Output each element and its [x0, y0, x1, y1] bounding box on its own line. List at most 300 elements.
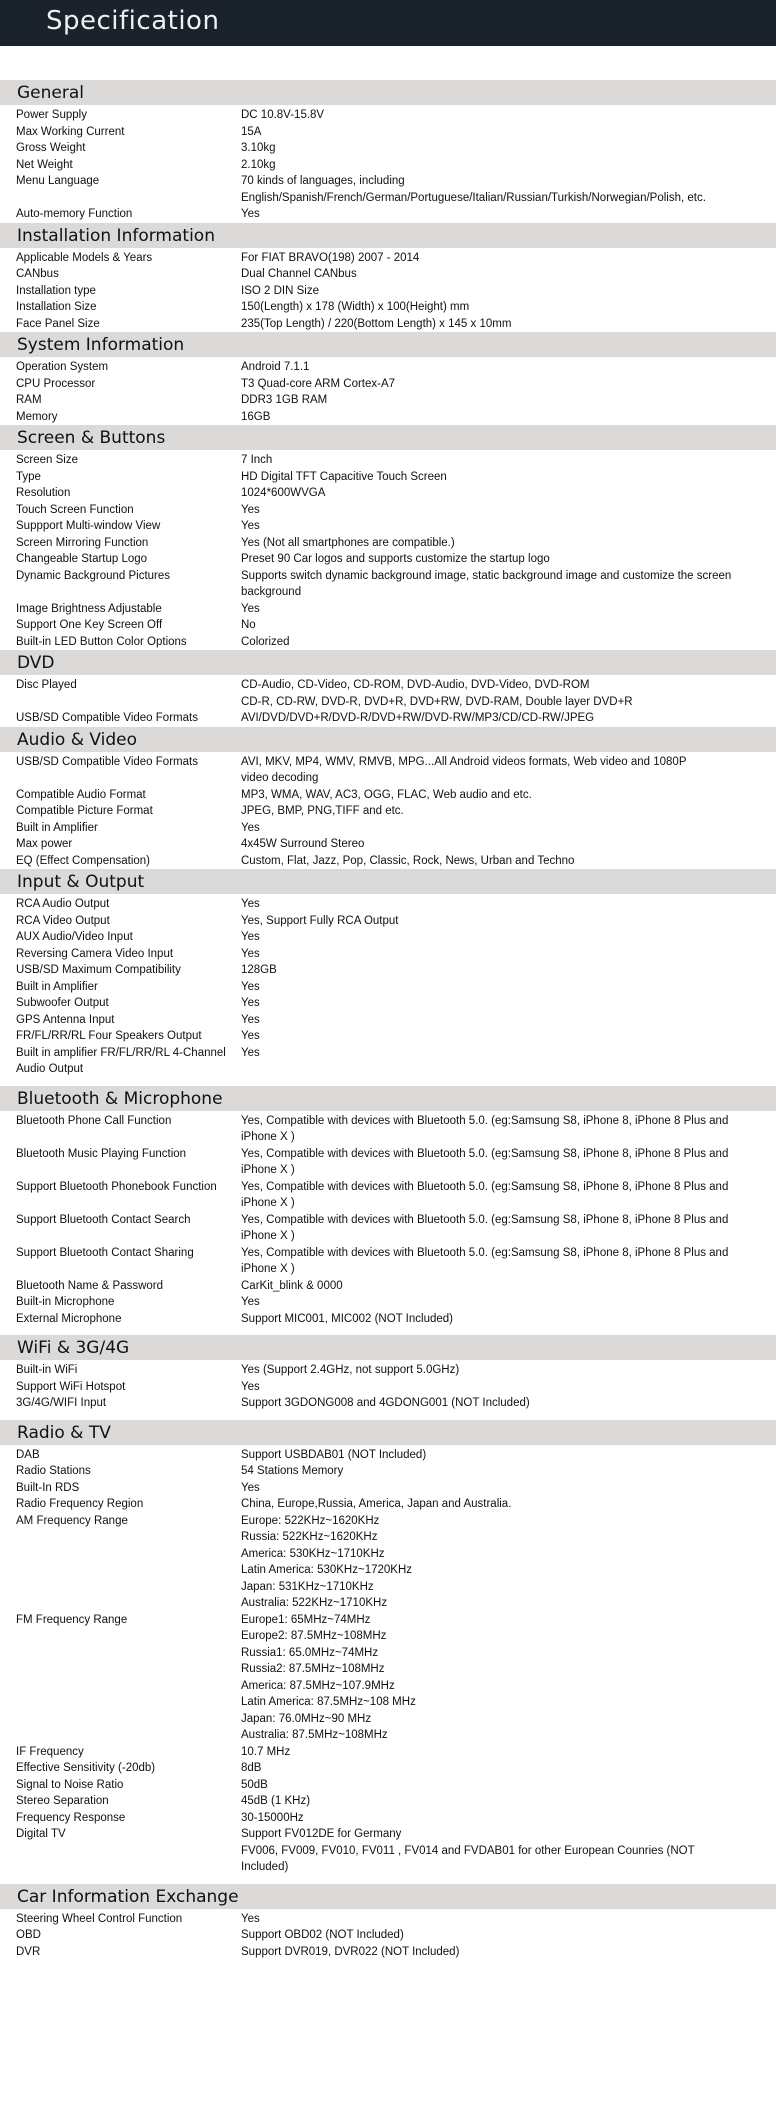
spec-value-line: Australia: 522KHz~1710KHz — [241, 1597, 388, 1609]
spec-row — [0, 1362, 776, 1379]
spec-label: Power Supply — [16, 109, 87, 121]
spec-section — [0, 80, 776, 223]
spec-value — [241, 754, 746, 787]
spec-label: 3G/4G/WIFI Input — [16, 1397, 107, 1409]
spec-value-line: Russia1: 65.0MHz~74MHz — [241, 1646, 379, 1659]
spec-value-line: CarKit_blink & 0000 — [241, 1279, 343, 1292]
spec-value — [241, 1113, 746, 1146]
spec-value — [241, 601, 746, 618]
spec-label: Installation type — [16, 284, 96, 297]
spec-row — [0, 206, 776, 223]
spec-value — [241, 1760, 746, 1777]
spec-row — [0, 1278, 776, 1295]
spec-value — [241, 853, 746, 870]
spec-label: Built-in WiFi — [16, 1364, 78, 1376]
spec-value-line: Support USBDAB01 (NOT Included) — [241, 1448, 427, 1461]
spec-value-line: Yes (Support 2.4GHz, not support 5.0GHz) — [241, 1364, 460, 1376]
spec-row — [0, 316, 776, 333]
section-title: Input & Output — [0, 869, 776, 894]
spec-row — [0, 677, 776, 710]
spec-value-line: Yes — [241, 1296, 260, 1308]
spec-value — [241, 1379, 746, 1396]
section-title: Car Information Exchange — [0, 1884, 776, 1909]
spec-value-line: 235(Top Length) / 220(Bottom Length) x 145 x 10mm — [241, 317, 512, 330]
spec-row — [0, 1777, 776, 1794]
spec-value — [241, 173, 746, 206]
spec-value-line: 2.10kg — [241, 158, 276, 171]
spec-value-line: Yes — [241, 602, 260, 615]
spec-value-line: Support OBD02 (NOT Included) — [241, 1929, 404, 1941]
spec-label: EQ (Effect Compensation) — [16, 854, 151, 867]
spec-row — [0, 359, 776, 376]
section-spacer — [0, 1876, 776, 1884]
spec-label: Signal to Noise Ratio — [16, 1778, 124, 1791]
spec-value-line: Custom, Flat, Jazz, Pop, Classic, Rock, News, Urban and Techno — [241, 854, 575, 867]
spec-label: Built in amplifier FR/FL/RR/RL 4-Channel Audio Output — [16, 1046, 226, 1075]
spec-value-line: CD-R, CD-RW, DVD-R, DVD+R, DVD+RW, DVD-RAM, Double layer DVD+R — [241, 695, 633, 708]
spec-value-line: Australia: 87.5MHz~108MHz — [241, 1729, 388, 1741]
spec-row — [0, 803, 776, 820]
spec-label: Compatible Audio Format — [16, 788, 146, 801]
spec-value-line: Yes — [241, 821, 260, 834]
spec-row — [0, 452, 776, 469]
spec-value-line: Yes — [241, 1013, 260, 1026]
spec-row — [0, 502, 776, 519]
spec-value — [241, 250, 746, 267]
spec-label: Auto-memory Function — [16, 208, 133, 220]
spec-value — [241, 1245, 746, 1278]
spec-label: Bluetooth Phone Call Function — [16, 1114, 172, 1127]
spec-label: Radio Stations — [16, 1465, 91, 1477]
spec-row — [0, 1793, 776, 1810]
spec-label: DAB — [16, 1448, 40, 1461]
spec-row — [0, 535, 776, 552]
spec-label: Net Weight — [16, 158, 73, 171]
spec-label: Type — [16, 470, 41, 483]
spec-label: RCA Video Output — [16, 914, 110, 927]
spec-row — [0, 995, 776, 1012]
spec-value — [241, 485, 746, 502]
spec-row — [0, 124, 776, 141]
spec-value-line: video decoding — [241, 772, 319, 784]
spec-row — [0, 787, 776, 804]
spec-value-line: Support DVR019, DVR022 (NOT Included) — [241, 1945, 460, 1958]
spec-value — [241, 710, 746, 727]
spec-value-line: 8dB — [241, 1762, 262, 1774]
spec-row — [0, 1944, 776, 1961]
spec-label: Touch Screen Function — [16, 503, 134, 516]
spec-value-line: T3 Quad-core ARM Cortex-A7 — [241, 377, 396, 390]
spec-row — [0, 634, 776, 651]
spec-row — [0, 836, 776, 853]
spec-label: Screen Size — [16, 454, 79, 466]
spec-row — [0, 469, 776, 486]
spec-value — [241, 1612, 746, 1744]
spec-value-line: Yes — [241, 997, 260, 1009]
spec-value — [241, 1212, 746, 1245]
spec-row — [0, 1447, 776, 1464]
spec-value-line: MP3, WMA, WAV, AC3, OGG, FLAC, Web audio and etc. — [241, 788, 532, 801]
spec-value — [241, 1744, 746, 1761]
spec-label: Support One Key Screen Off — [16, 619, 163, 631]
spec-value-line: Yes, Compatible with devices with Bluetooth 5.0. (eg:Samsung S8, iPhone 8, iPhone 8 Plus and — [241, 1147, 729, 1160]
spec-label: RAM — [16, 394, 42, 406]
spec-value — [241, 946, 746, 963]
spec-value-line: 30-15000Hz — [241, 1811, 304, 1824]
spec-value — [241, 376, 746, 393]
spec-value — [241, 1146, 746, 1179]
section-title: General — [0, 80, 776, 105]
spec-section — [0, 1335, 776, 1420]
spec-value-line: iPhone X ) — [241, 1164, 295, 1176]
section-spacer — [0, 1327, 776, 1335]
spec-row — [0, 157, 776, 174]
spec-row — [0, 1028, 776, 1045]
spec-label: Image Brightness Adjustable — [16, 602, 162, 615]
spec-value — [241, 1927, 746, 1944]
spec-value — [241, 1463, 746, 1480]
spec-value — [241, 1179, 746, 1212]
spec-value — [241, 1278, 746, 1295]
spec-value — [241, 929, 746, 946]
spec-row — [0, 299, 776, 316]
spec-section — [0, 650, 776, 727]
spec-value — [241, 392, 746, 409]
spec-row — [0, 962, 776, 979]
spec-section — [0, 425, 776, 650]
spec-value — [241, 896, 746, 913]
spec-value — [241, 299, 746, 316]
spec-value — [241, 1480, 746, 1497]
spec-value-line: Europe2: 87.5MHz~108MHz — [241, 1630, 387, 1642]
spec-value-line: Android 7.1.1 — [241, 361, 310, 373]
spec-row — [0, 913, 776, 930]
spec-label: USB/SD Compatible Video Formats — [16, 712, 198, 724]
spec-value-line: 128GB — [241, 964, 277, 976]
spec-value-line: 45dB (1 KHz) — [241, 1795, 311, 1807]
spec-label: Support Bluetooth Contact Search — [16, 1213, 191, 1226]
spec-value — [241, 409, 746, 426]
spec-value — [241, 359, 746, 376]
spec-value-line: Support 3GDONG008 and 4GDONG001 (NOT Included) — [241, 1397, 530, 1409]
spec-row — [0, 1911, 776, 1928]
spec-value — [241, 1826, 746, 1876]
spec-row — [0, 1496, 776, 1513]
spec-label: AUX Audio/Video Input — [16, 931, 133, 943]
spec-value — [241, 995, 746, 1012]
spec-row — [0, 754, 776, 787]
spec-value-line: Yes (Not all smartphones are compatible.) — [241, 536, 455, 549]
spec-value-line: Latin America: 87.5MHz~108 MHz — [241, 1696, 416, 1708]
spec-value-line: America: 87.5MHz~107.9MHz — [241, 1679, 395, 1692]
spec-value-line: Yes, Support Fully RCA Output — [241, 914, 399, 927]
spec-value — [241, 1911, 746, 1928]
spec-value-line: Yes, Compatible with devices with Bluetooth 5.0. (eg:Samsung S8, iPhone 8, iPhone 8 Plus and — [241, 1246, 729, 1259]
spec-label: Gross Weight — [16, 142, 86, 154]
spec-row — [0, 1612, 776, 1744]
spec-row — [0, 896, 776, 913]
spec-value-line: 7 Inch — [241, 454, 273, 466]
spec-value — [241, 1395, 746, 1412]
spec-label: DVR — [16, 1945, 41, 1958]
spec-label: Menu Language — [16, 175, 100, 187]
spec-label: CPU Processor — [16, 377, 96, 390]
spec-label: Digital TV — [16, 1828, 66, 1840]
spec-value-line: AVI, MKV, MP4, WMV, RMVB, MPG...All Android videos formats, Web video and 1080P — [241, 755, 687, 768]
spec-value-line: Yes — [241, 1380, 260, 1393]
spec-section — [0, 332, 776, 425]
spec-value-line: Japan: 531KHz~1710KHz — [241, 1580, 374, 1593]
spec-value-line: No — [241, 619, 256, 631]
spec-label: Support Bluetooth Contact Sharing — [16, 1246, 194, 1259]
spec-value — [241, 1028, 746, 1045]
spec-label: Support Bluetooth Phonebook Function — [16, 1180, 217, 1193]
spec-value — [241, 1447, 746, 1464]
spec-row — [0, 140, 776, 157]
spec-value — [241, 962, 746, 979]
spec-label: Reversing Camera Video Input — [16, 947, 174, 960]
spec-value-line: Europe1: 65MHz~74MHz — [241, 1613, 371, 1626]
spec-label: IF Frequency — [16, 1745, 84, 1758]
spec-value — [241, 617, 746, 634]
spec-value-line: America: 530KHz~1710KHz — [241, 1547, 385, 1560]
spec-row — [0, 1463, 776, 1480]
section-title: Screen & Buttons — [0, 425, 776, 450]
spec-row — [0, 107, 776, 124]
spec-value-line: Yes — [241, 1030, 260, 1042]
spec-value — [241, 836, 746, 853]
spec-value — [241, 979, 746, 996]
spec-value-line: Support FV012DE for Germany — [241, 1828, 402, 1840]
spec-label: CANbus — [16, 268, 59, 280]
spec-value — [241, 266, 746, 283]
section-title: Radio & TV — [0, 1420, 776, 1445]
section-spacer — [0, 1078, 776, 1086]
spec-value — [241, 1362, 746, 1379]
spec-row — [0, 1744, 776, 1761]
spec-section — [0, 869, 776, 1086]
spec-label: GPS Antenna Input — [16, 1013, 115, 1026]
spec-section — [0, 1086, 776, 1336]
spec-value — [241, 1294, 746, 1311]
spec-value-line: ISO 2 DIN Size — [241, 284, 319, 297]
spec-row — [0, 1179, 776, 1212]
spec-value — [241, 1777, 746, 1794]
spec-row — [0, 266, 776, 283]
spec-row — [0, 1513, 776, 1612]
spec-row — [0, 979, 776, 996]
spec-label: External Microphone — [16, 1312, 122, 1325]
spec-value-line: background — [241, 586, 302, 598]
spec-value — [241, 787, 746, 804]
spec-value-line: Yes — [241, 1481, 260, 1494]
section-spacer — [0, 1412, 776, 1420]
spec-row — [0, 485, 776, 502]
spec-value-line: For FIAT BRAVO(198) 2007 - 2014 — [241, 251, 420, 264]
spec-row — [0, 853, 776, 870]
spec-value — [241, 677, 746, 710]
spec-row — [0, 283, 776, 300]
spec-value-line: Yes — [241, 208, 260, 220]
spec-label: Dynamic Background Pictures — [16, 569, 171, 582]
spec-value — [241, 568, 746, 601]
spec-value — [241, 283, 746, 300]
section-title: System Information — [0, 332, 776, 357]
spec-value-line: Yes, Compatible with devices with Bluetooth 5.0. (eg:Samsung S8, iPhone 8, iPhone 8 Plus and — [241, 1180, 729, 1193]
spec-value-line: Yes — [241, 1912, 260, 1925]
spec-value — [241, 1513, 746, 1612]
spec-label: AM Frequency Range — [16, 1514, 128, 1527]
spec-row — [0, 568, 776, 601]
section-title: Bluetooth & Microphone — [0, 1086, 776, 1111]
spec-row — [0, 946, 776, 963]
spec-value-line: DDR3 1GB RAM — [241, 394, 328, 406]
spec-value-line: Colorized — [241, 635, 290, 648]
spec-value-line: Yes, Compatible with devices with Bluetooth 5.0. (eg:Samsung S8, iPhone 8, iPhone 8 Plus and — [241, 1114, 729, 1127]
section-title: DVD — [0, 650, 776, 675]
spec-row — [0, 551, 776, 568]
spec-label: Built in Amplifier — [16, 980, 98, 993]
spec-value — [241, 1045, 746, 1078]
spec-row — [0, 376, 776, 393]
spec-value — [241, 107, 746, 124]
spec-row — [0, 409, 776, 426]
section-title: WiFi & 3G/4G — [0, 1335, 776, 1360]
spec-row — [0, 518, 776, 535]
spec-label: Applicable Models & Years — [16, 251, 153, 264]
spec-value-line: DC 10.8V-15.8V — [241, 109, 325, 121]
spec-value — [241, 803, 746, 820]
spec-value-line: Europe: 522KHz~1620KHz — [241, 1514, 380, 1527]
spec-value — [241, 1810, 746, 1827]
spec-row — [0, 1146, 776, 1179]
spec-row — [0, 1480, 776, 1497]
spec-value — [241, 1944, 746, 1961]
spec-label: Bluetooth Music Playing Function — [16, 1147, 187, 1160]
spec-label: USB/SD Maximum Compatibility — [16, 964, 181, 976]
spec-label: Resolution — [16, 487, 71, 499]
spec-label: Radio Frequency Region — [16, 1498, 144, 1510]
spec-value-line: 10.7 MHz — [241, 1745, 291, 1758]
spec-value — [241, 124, 746, 141]
spec-row — [0, 1294, 776, 1311]
spec-label: FM Frequency Range — [16, 1613, 128, 1626]
spec-label: USB/SD Compatible Video Formats — [16, 755, 198, 768]
spec-label: Stereo Separation — [16, 1795, 109, 1807]
spec-row — [0, 601, 776, 618]
spec-label: Built in Amplifier — [16, 821, 98, 834]
spec-label: Max Working Current — [16, 125, 125, 138]
spec-value-line: iPhone X ) — [241, 1197, 295, 1209]
spec-row — [0, 1395, 776, 1412]
page-header — [0, 0, 776, 46]
spec-value-line: FV006, FV009, FV010, FV011 , FV014 and FVDAB01 for other European Counries (NOT — [241, 1844, 695, 1857]
spec-section — [0, 1420, 776, 1884]
spec-row — [0, 1311, 776, 1328]
spec-value-line: Russia: 522KHz~1620KHz — [241, 1531, 378, 1543]
spec-value-line: HD Digital TFT Capacitive Touch Screen — [241, 470, 447, 483]
spec-value-line: iPhone X ) — [241, 1263, 295, 1275]
spec-label: Memory — [16, 410, 58, 423]
spec-label: Operation System — [16, 361, 109, 373]
spec-value-line: 1024*600WVGA — [241, 487, 326, 499]
section-title: Audio & Video — [0, 727, 776, 752]
spec-row — [0, 1810, 776, 1827]
spec-value-line: iPhone X ) — [241, 1230, 295, 1242]
spec-label: Built-in LED Button Color Options — [16, 635, 187, 648]
spec-label: OBD — [16, 1929, 41, 1941]
spec-value-line: AVI/DVD/DVD+R/DVD-R/DVD+RW/DVD-RW/MP3/CD/CD-RW/JPEG — [241, 712, 595, 724]
spec-value — [241, 206, 746, 223]
spec-label: Changeable Startup Logo — [16, 553, 148, 565]
spec-value — [241, 820, 746, 837]
spec-row — [0, 1826, 776, 1876]
spec-value-line: Included) — [241, 1861, 289, 1873]
spec-value-line: 150(Length) x 178 (Width) x 100(Height) mm — [241, 301, 470, 313]
spec-value-line: Russia2: 87.5MHz~108MHz — [241, 1663, 385, 1675]
spec-value-line: English/Spanish/French/German/Portuguese/Italian/Russian/Turkish/Norwegian/Polish, etc. — [241, 191, 706, 204]
spec-value — [241, 1496, 746, 1513]
section-title: Installation Information — [0, 223, 776, 248]
spec-value — [241, 913, 746, 930]
spec-value-line: iPhone X ) — [241, 1131, 295, 1143]
spec-value-line: 16GB — [241, 410, 271, 423]
spec-value — [241, 518, 746, 535]
spec-value-line: Dual Channel CANbus — [241, 268, 357, 280]
page-title: Specification — [46, 6, 220, 36]
spec-value — [241, 469, 746, 486]
spec-row — [0, 1927, 776, 1944]
spec-label: Steering Wheel Control Function — [16, 1912, 183, 1925]
spec-row — [0, 1045, 776, 1078]
spec-value — [241, 535, 746, 552]
spec-value-line: Preset 90 Car logos and supports customize the startup logo — [241, 553, 550, 565]
spec-row — [0, 173, 776, 206]
spec-value-line: Yes — [241, 520, 260, 532]
spec-value-line: Yes — [241, 947, 260, 960]
spec-value — [241, 502, 746, 519]
spec-label: Support WiFi Hotspot — [16, 1380, 126, 1393]
spec-value — [241, 140, 746, 157]
spec-value — [241, 551, 746, 568]
spec-value-line: 3.10kg — [241, 142, 276, 154]
spec-row — [0, 820, 776, 837]
spec-label: Effective Sensitivity (-20db) — [16, 1762, 156, 1774]
spec-label: RCA Audio Output — [16, 898, 110, 910]
spec-value-line: 54 Stations Memory — [241, 1465, 344, 1477]
spec-label: Subwoofer Output — [16, 997, 109, 1009]
spec-value-line: Supports switch dynamic background image, static background image and customize the screen — [241, 569, 732, 582]
spec-row — [0, 392, 776, 409]
spec-label: Bluetooth Name & Password — [16, 1279, 164, 1292]
spec-row — [0, 929, 776, 946]
spec-value-line: 70 kinds of languages, including — [241, 175, 405, 187]
spec-value-line: Yes, Compatible with devices with Bluetooth 5.0. (eg:Samsung S8, iPhone 8, iPhone 8 Plus and — [241, 1213, 729, 1226]
spec-value-line: China, Europe,Russia, America, Japan and Australia. — [241, 1498, 512, 1510]
spec-label: Max power — [16, 838, 73, 850]
spec-value-line: 4x45W Surround Stereo — [241, 838, 365, 850]
spec-label: Disc Played — [16, 679, 77, 691]
spec-value — [241, 157, 746, 174]
spec-row — [0, 1113, 776, 1146]
spec-label: Suppport Multi-window View — [16, 520, 161, 532]
spec-label: Built-In RDS — [16, 1481, 80, 1494]
spec-row — [0, 1012, 776, 1029]
spec-label: FR/FL/RR/RL Four Speakers Output — [16, 1030, 202, 1042]
spec-value — [241, 634, 746, 651]
spec-value — [241, 1311, 746, 1328]
spec-section — [0, 727, 776, 870]
